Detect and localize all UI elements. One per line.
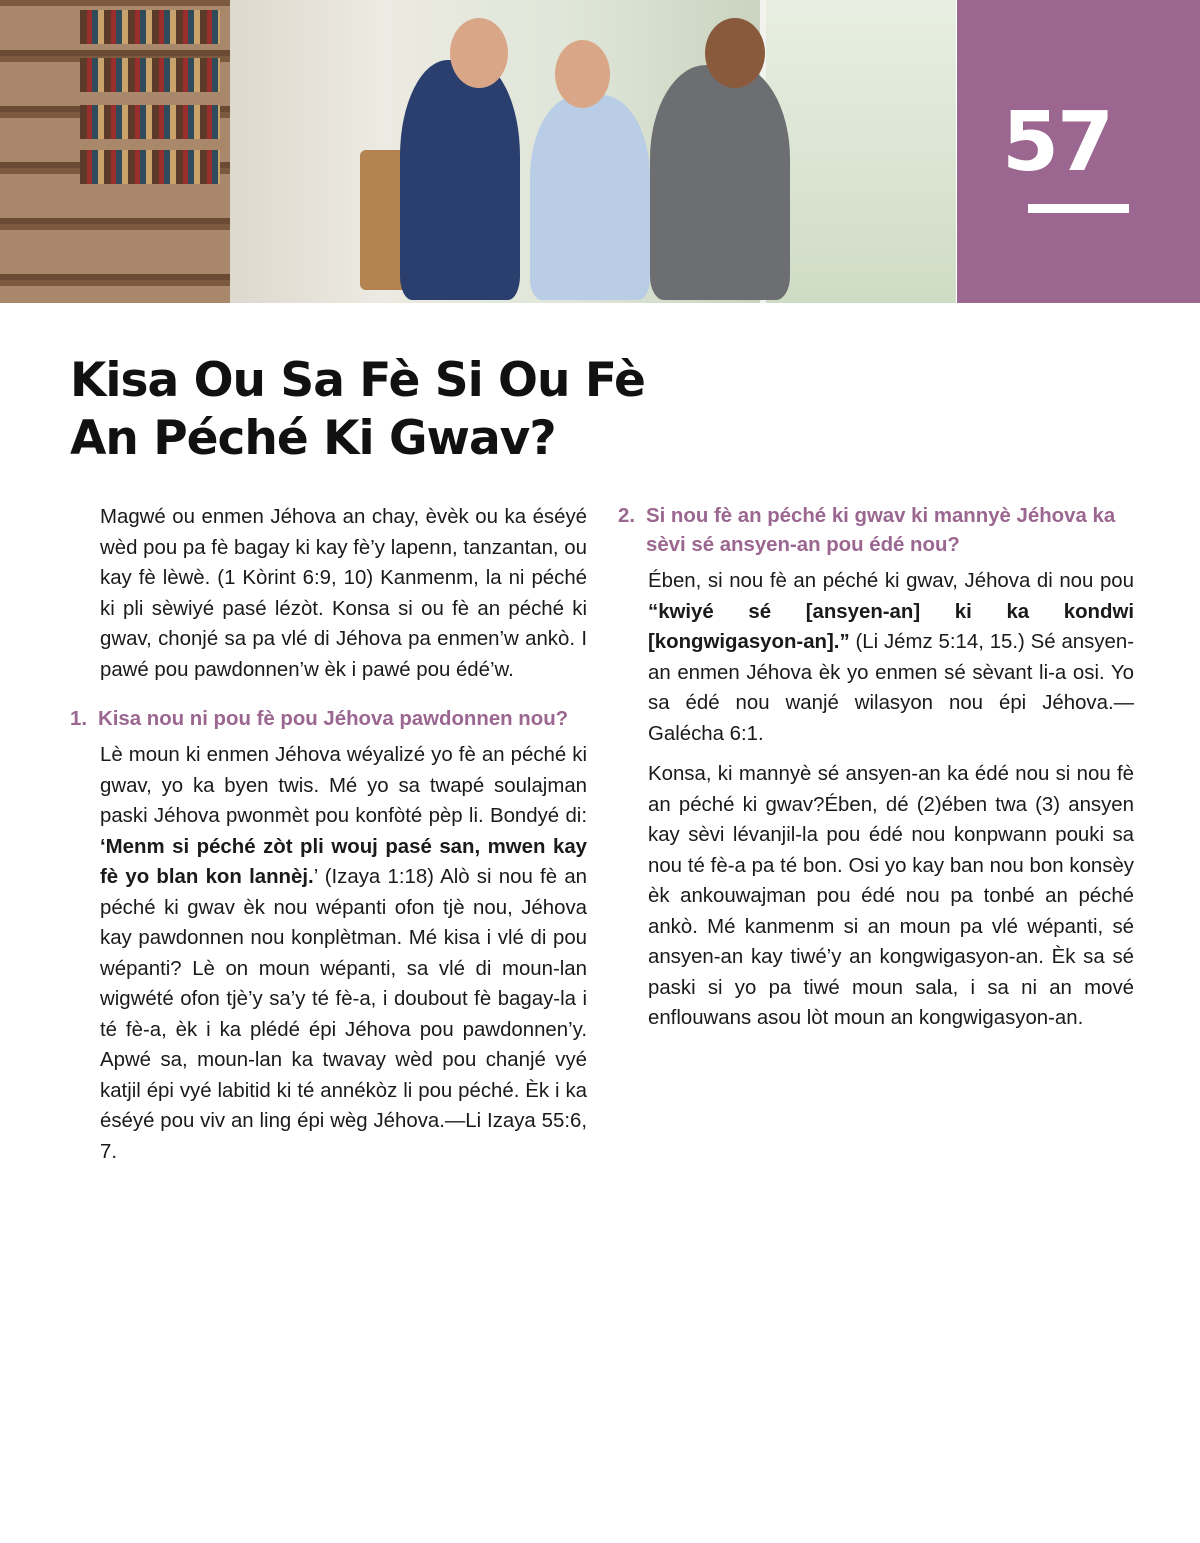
question-1 <box>70 705 587 734</box>
title-line-2: An Péché Ki Gwav? <box>70 411 556 466</box>
answer-1-paragraph: Lè moun ki enmen Jéhova wéyalizé yo fè an péché ki gwav, yo ka byen twis. Mé yo sa twapé soulajman paski Jéhova pwonmèt pou konfòté pèp li. Bondyé di: ‘Menm si péché zòt pli wouj pasé san, mwen kay fè yo blan kon lannèj.’ (Izaya 1:18) Alò si nou fè an péché ki gwav èk nou wépanti ofon tjè nou, Jéhova kay pawdonnen nou konplètman. Mé kisa i vlé di pou wépanti? Lè on moun wépanti, sa vlé di moun-lan wigwété ofon tjè’y sa’y té fè-a, i doubout fè bagay-la i té fè-a, èk i ka plédé épi Jéhova pou pawdonnen’y. Apwé sa, moun-lan ka twavay wèd pou chanjé vyé katjil épi vyé labitid ki té annékòz li pou péché. Èk i ka éséyé pou viv an ling épi wèg Jéhova.—Li Izaya 55:6, 7. <box>100 744 587 1163</box>
title-line-1: Kisa Ou Sa Fè Si Ou Fè <box>70 353 645 408</box>
lesson-number-underline <box>1028 204 1129 213</box>
answer-2-paragraph-1: Ében, si nou fè an péché ki gwav, Jéhova di nou pou “kwiyé sé [ansyen-an] ki ka kondwi [kongwigasyon-an].” (Li Jémz 5:14, 15.) Sé ansyen-an enmen Jéhova èk yo enmen sé sèvant li-a osi. Yo sa édé nou wanjé wilasyon nou épi Jéhova.—Galécha 6:1. <box>648 570 1134 745</box>
bookshelf <box>0 0 230 303</box>
question-2-number: 2. <box>618 505 636 527</box>
lesson-number-box <box>957 0 1200 303</box>
person-left <box>400 60 520 300</box>
person-center <box>530 95 650 300</box>
scripture-quote-2: “kwiyé sé [ansyen-an] ki ka kondwi [kongwigasyon-an].” <box>648 600 1134 653</box>
question-2-text: Si nou fè an péché ki gwav ki mannyè Jéhova ka sèvi sé ansyen-an pou édé nou? <box>646 505 1116 556</box>
person-right <box>650 65 790 300</box>
intro-paragraph: Magwé ou enmen Jéhova an chay, èvèk ou ka éséyé wèd pou pa fè bagay ki kay fè’y lapenn, tanzantan, ou kay fè lèwè. (1 Kòrint 6:9, 10) Kanmenm, la ni péché ki pli sèwiyé pasé lézòt. Konsa si ou fè an péché ki gwav, chonjé sa pa vlé di Jéhova pa enmen’w ankò. I pawé pou pawdonnen’w èk i pawé pou édé’w. <box>100 506 587 681</box>
lesson-number: 57 <box>1001 95 1113 190</box>
question-1-number: 1. <box>70 708 88 730</box>
left-column <box>70 502 587 1177</box>
question-1-text: Kisa nou ni pou fè pou Jéhova pawdonnen nou? <box>98 708 569 730</box>
header-photo <box>0 0 956 303</box>
scripture-quote: ‘Menm si péché zòt pli wouj pasé san, mwen kay fè yo blan kon lannèj. <box>100 835 587 888</box>
right-column <box>618 502 1134 1044</box>
question-2 <box>618 502 1134 560</box>
page-title <box>70 352 645 468</box>
answer-2-paragraph-2: Konsa, ki mannyè sé ansyen-an ka édé nou si nou fè an péché ki gwav?Ében, dé (2)ében twa (3) ansyen kay sèvi lévanjil-la pou édé nou konpwann pouki sa nou té fè-a pa té bon. Osi yo kay ban nou bon konsèy èk ankouwajman pou édé nou pa tonbé an péché ankò. Mé kanmenm si an moun pa vlé wépanti, sé ansyen-an kay tiwé’y an kongwigasyon-an. Èk sa sé paski si yo pa tiwé moun sala, i sa ni an mové enflouwans asou lòt moun an kongwigasyon-an. <box>648 763 1134 1029</box>
